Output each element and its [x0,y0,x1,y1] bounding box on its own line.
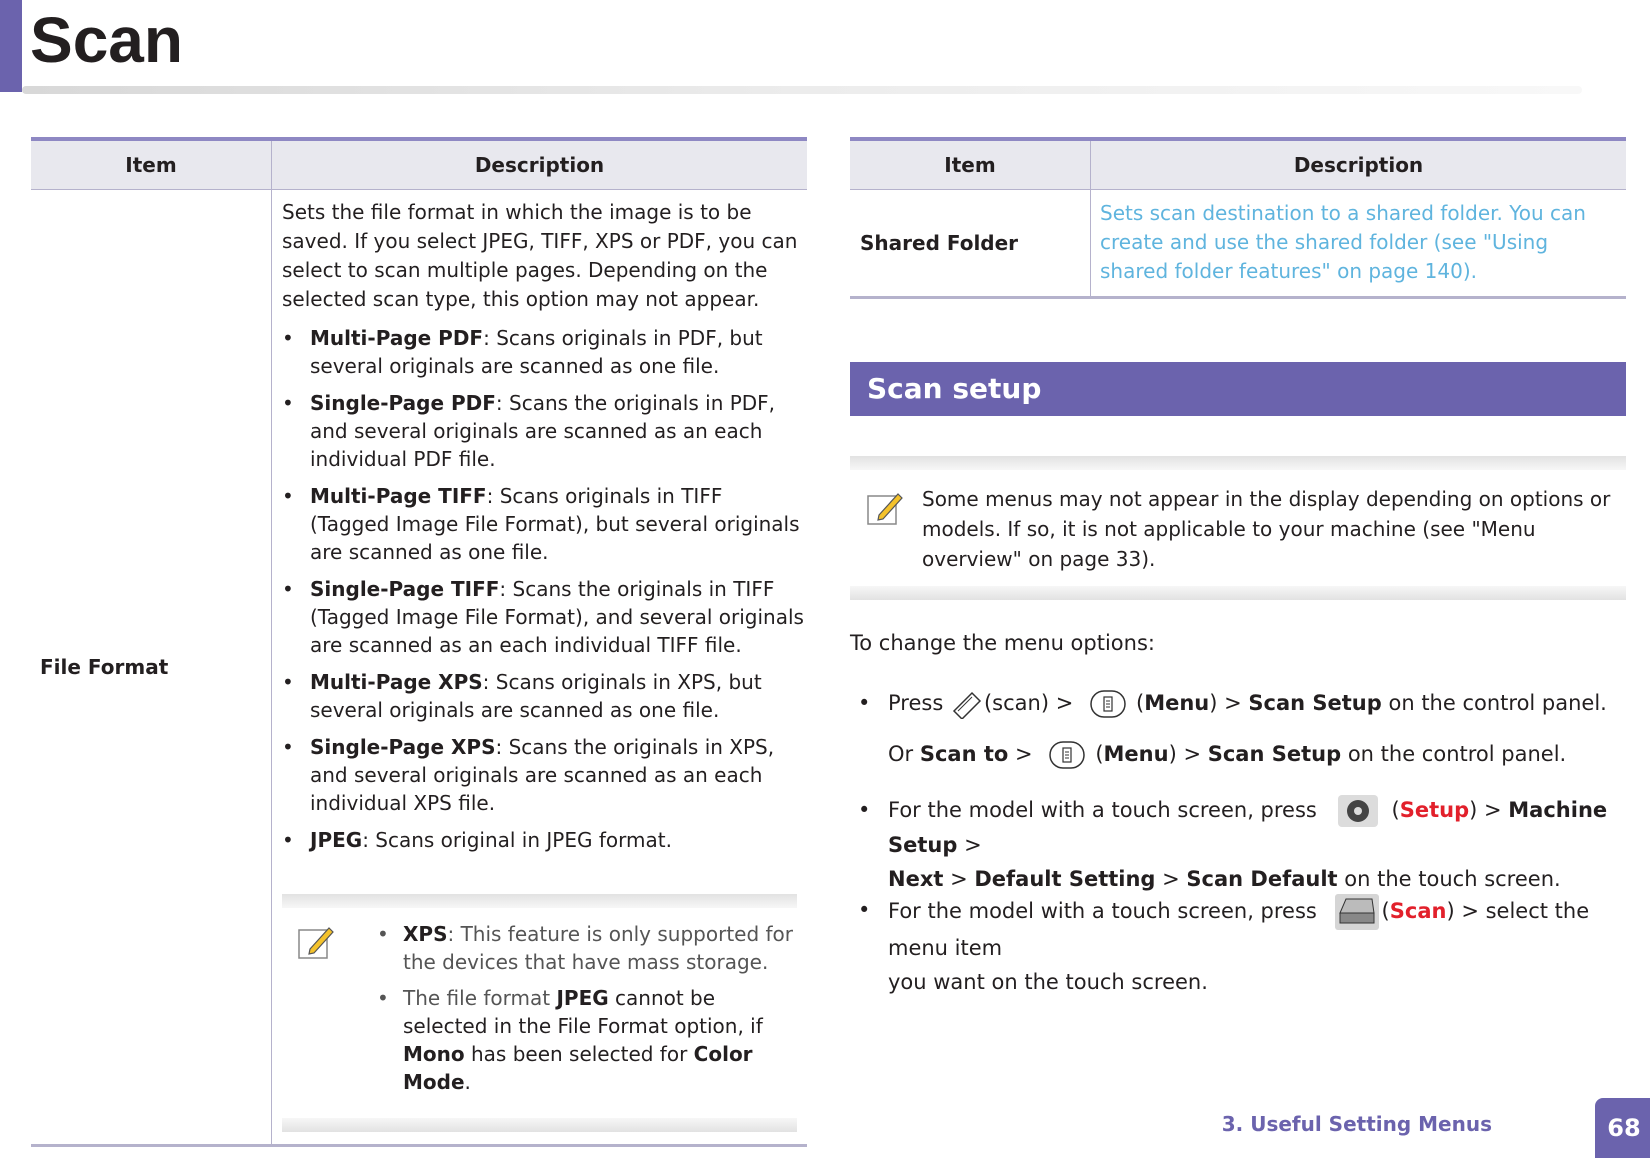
list-item: • JPEG: Scans original in JPEG format. [282,828,672,852]
note-pencil-icon [865,488,905,528]
description-intro: Sets the file format in which the image is to be saved. If you select JPEG, TIFF, XPS or PDF, you can select to scan multiple pages. Depending on the selected scan type, this option may not appear. [282,200,798,311]
file-format-table [31,137,807,1147]
description-cell [272,190,808,1146]
note-pencil-icon [296,922,336,962]
footer-chapter-label: 3. Useful Setting Menus [1221,1112,1492,1136]
column-header-item: Item [31,139,272,190]
item-shared-folder: Shared Folder [850,190,1091,298]
page-number: 68 [1595,1098,1650,1158]
menu-icon [1047,740,1087,770]
menu-icon [1088,689,1128,719]
step-touch-screen-setup: • For the model with a touch screen, press (Setup) > Machine Setup > Next > Default Setting > Scan Default on the touch screen. [850,793,1626,865]
step-control-panel: • Press (scan) > (Menu) > Scan Setup on the control panel. [850,686,1626,722]
column-header-item: Item [850,139,1091,190]
scanner-icon [1334,893,1380,931]
title-accent-bar [0,0,22,92]
step-control-panel-alt: Or Scan to > (Menu) > Scan Setup on the control panel. [850,737,1626,773]
step-touch-screen-scan: • For the model with a touch screen, press (Scan) > select the menu item you want on the touch screen. [850,893,1626,965]
title-divider [22,86,1582,94]
list-item: • Multi-Page TIFF: Scans originals in TIFF (Tagged Image File Format), but several originals are scanned as one file. [282,484,800,564]
list-item: • Multi-Page XPS: Scans originals in XPS, but several originals are scanned as one file. [282,670,762,722]
column-header-description: Description [1091,139,1627,190]
shared-folder-table [850,137,1626,299]
list-item: • Single-Page XPS: Scans the originals in XPS, and several originals are scanned as an each individual XPS file. [282,735,775,815]
list-item: • Multi-Page PDF: Scans originals in PDF, but several originals are scanned as one file. [282,326,763,378]
scan-setup-note [850,456,1626,600]
setup-gear-icon [1336,794,1380,828]
section-heading-scan-setup: Scan setup [850,362,1626,416]
list-item: • Single-Page PDF: Scans the originals in PDF, and several originals are scanned as an each individual PDF file. [282,391,776,471]
list-item: • Single-Page TIFF: Scans the originals in TIFF (Tagged Image File Format), and several originals are scanned as an each individual TIFF file. [282,577,804,657]
page-title: Scan [30,4,183,76]
item-file-format: File Format [31,190,272,1146]
note-item-jpeg: • The file format JPEG cannot be selected in the File Format option, if Mono has been selected for Color Mode. [377,986,763,1094]
format-options-list [282,324,807,854]
column-header-description: Description [272,139,808,190]
note-text: Some menus may not appear in the display depending on options or models. If so, it is not applicable to your machine (see "Menu overview" on page 33). [922,487,1611,571]
intro-text: To change the menu options: [850,631,1155,655]
scan-icon [950,689,984,719]
note-item-xps: • XPS: This feature is only supported for the devices that have mass storage. [377,922,794,974]
shared-folder-link[interactable]: Sets scan destination to a shared folder. You can create and use the shared folder (see "Using shared folder features" on page 140). [1091,190,1627,298]
note-box [282,894,797,1132]
